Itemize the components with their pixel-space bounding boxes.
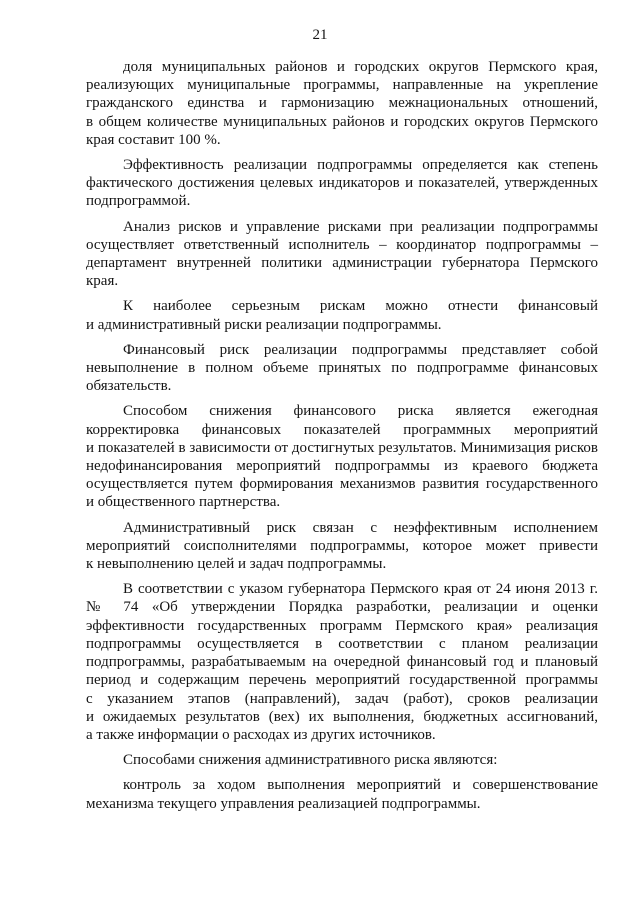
document-body: [86, 58, 598, 820]
text-line: доля муниципальных районов и городских округов Пермского края,: [123, 59, 598, 75]
paragraph: [86, 156, 598, 211]
text-line: и показателей в зависимости от достигнутых результатов. Минимизация рисков: [86, 439, 598, 456]
text-line: реализующих муниципальные программы, направленные на укрепление: [86, 77, 598, 94]
text-line: недофинансирования мероприятий подпрограммы из краевого бюджета: [86, 458, 598, 475]
text-line: В соответствии с указом губернатора Пермского края от 24 июня 2013 г.: [123, 581, 598, 598]
text-line: Анализ рисков и управление рисками при реализации подпрограммы: [123, 218, 598, 235]
text-line: подпрограммы, разрабатываемым на очередной финансовый год и плановый: [86, 654, 598, 671]
text-line: осуществляется путем формирования механизмов развития государственного: [86, 476, 598, 493]
text-line: невыполнение в полном объеме принятых по подпрограмме финансовых: [86, 360, 598, 377]
text-line: период и содержащим перечень мероприятий государственной программы: [86, 672, 598, 689]
text-line: мероприятий соисполнителями подпрограммы, которое может привести: [86, 537, 598, 554]
paragraph: [86, 751, 598, 769]
text-line: подпрограммой.: [86, 193, 191, 210]
text-line: Способом снижения финансового риска является ежегодная: [123, 403, 598, 420]
text-line: и общественного партнерства.: [86, 494, 281, 511]
text-line: осуществляет ответственный исполнитель – координатор подпрограммы –: [86, 236, 598, 253]
paragraph: [86, 218, 598, 291]
text-line: механизма текущего управления реализацией подпрограммы.: [86, 795, 481, 812]
text-line: эффективности государственных программ Пермского края» реализация: [86, 617, 598, 634]
text-line: корректировка финансовых показателей программных мероприятий: [86, 421, 598, 438]
paragraph: [86, 341, 598, 396]
paragraph: [86, 580, 598, 744]
paragraph: [86, 519, 598, 574]
text-line: Способами снижения административного риска являются:: [123, 752, 498, 769]
text-line: гражданского единства и гармонизацию межнациональных отношений,: [86, 95, 598, 112]
text-line: Эффективность реализации подпрограммы определяется как степень: [123, 157, 598, 174]
text-line: К наиболее серьезным рискам можно отнести финансовый: [123, 298, 598, 315]
text-line: и ожидаемых результатов (вех) их выполнения, бюджетных ассигнований,: [86, 708, 598, 725]
text-line: департамент внутренней политики администрации губернатора Пермского: [86, 255, 598, 272]
page-number: 21: [312, 27, 328, 43]
text-line: с указанием этапов (направлений), задач (работ), сроков реализации: [86, 690, 598, 707]
text-line: подпрограммы осуществляется в соответствии с планом реализации: [86, 635, 598, 652]
text-line: края составит 100 %.: [86, 131, 221, 148]
paragraph: [86, 58, 598, 149]
paragraph: [86, 297, 598, 333]
text-line: обязательств.: [86, 378, 172, 395]
text-line: а также информации о расходах из других источников.: [86, 726, 436, 743]
text-line: к невыполнению целей и задач подпрограммы.: [86, 556, 387, 573]
text-line: Административный риск связан с неэффективным исполнением: [123, 519, 598, 536]
text-line: контроль за ходом выполнения мероприятий и совершенствование: [123, 777, 598, 794]
text-line: в общем количестве муниципальных районов и городских округов Пермского: [86, 113, 598, 130]
text-line: № 74 «Об утверждении Порядка разработки, реализации и оценки: [86, 599, 598, 616]
paragraph: [86, 776, 598, 812]
text-line: и административный риски реализации подпрограммы.: [86, 316, 442, 333]
text-line: Финансовый риск реализации подпрограммы представляет собой: [123, 341, 598, 358]
text-line: края.: [86, 273, 119, 290]
text-line: фактического достижения целевых индикаторов и показателей, утвержденных: [86, 175, 598, 192]
paragraph: [86, 402, 598, 511]
